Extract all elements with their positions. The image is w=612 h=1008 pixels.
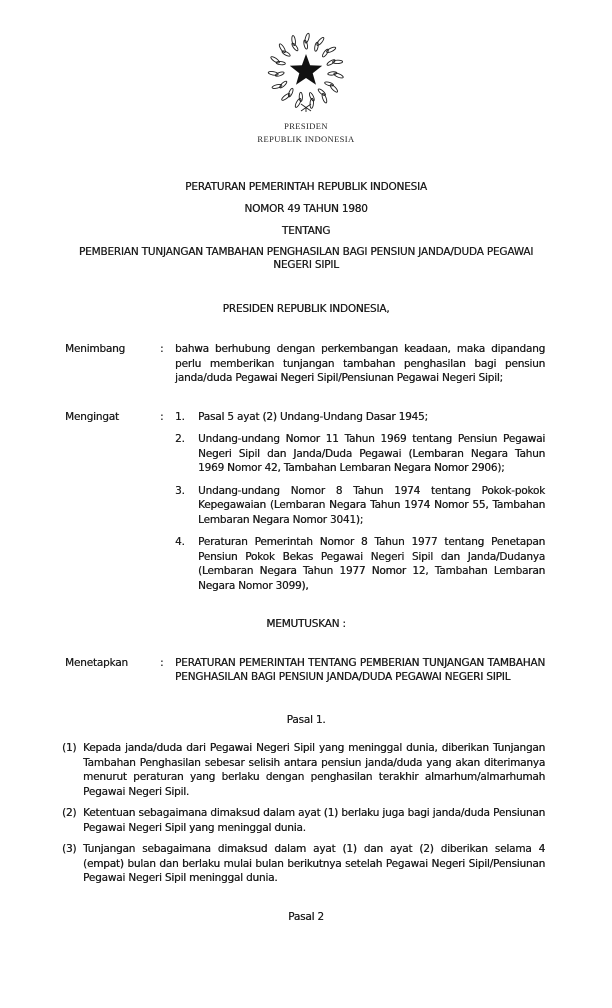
item-text: Undang-undang Nomor 8 Tahun 1974 tentang Pokok-pokok Kepegawaian (Lembaran Negara Tahun 1974 Nomor 55, Tambahan Lembaran Negara Nomor 3041); <box>198 484 545 526</box>
legal-basis-item <box>175 484 545 528</box>
item-text: Undang-undang Nomor 11 Tahun 1969 tentang Pensiun Pegawai Negeri Sipil dan Janda/Duda Pegawai (Lembaran Negara Tahun 1969 Nomor 42, Tambahan Lembaran Negara Nomor 2906); <box>198 433 545 474</box>
letterhead <box>0 0 612 144</box>
legal-basis-item <box>175 410 545 425</box>
item-number: 4. <box>175 536 185 548</box>
clause-number: (2) <box>62 807 77 819</box>
letterhead-presiden: PRESIDEN <box>284 120 328 131</box>
salutation: PRESIDEN REPUBLIK INDONESIA, <box>222 302 390 315</box>
item-text: Peraturan Pemerintah Nomor 8 Tahun 1977 tentang Penetapan Pensiun Pokok Bekas Pegawai Negeri Sipil dan Janda/Dudanya (Lembaran Negara Tahun 1977 Nomor 12, Tambahan Lembaran Negara Nomor 3099), <box>198 536 545 592</box>
clause-number: (3) <box>62 843 77 855</box>
title-block <box>0 180 612 273</box>
item-number: 2. <box>175 433 185 445</box>
menimbang-text: bahwa berhubung dengan perkembangan keadaan, maka dipandang perlu memberikan tunjangan tambahan penghasilan bagi pensiun janda/duda Pegawai Negeri Sipil/Pensiunan Pegawai Negeri Sipil; <box>175 343 545 384</box>
clause <box>62 842 545 886</box>
pasal-1-clauses <box>0 741 612 886</box>
legal-basis-item <box>175 432 545 476</box>
mengingat-colon: : <box>160 410 164 423</box>
clause <box>62 741 545 799</box>
mengingat-label: Mengingat <box>65 410 119 423</box>
pasal-2-heading: Pasal 2 <box>288 910 324 923</box>
item-text: Pasal 5 ayat (2) Undang-Undang Dasar 1945; <box>198 410 428 423</box>
clause-number: (1) <box>62 742 77 754</box>
pasal-1-heading: Pasal 1. <box>286 713 326 726</box>
menetapkan-text: PERATURAN PEMERINTAH TENTANG PEMBERIAN TUNJANGAN TAMBAHAN PENGHASILAN BAGI PENSIUN JANDA/DUDA PEGAWAI NEGERI SIPIL <box>175 656 545 683</box>
clause-text: Ketentuan sebagaimana dimaksud dalam ayat (1) berlaku juga bagi janda/duda Pensiunan Pegawai Negeri Sipil yang meninggal dunia. <box>83 807 545 834</box>
letterhead-republik-indonesia: REPUBLIK INDONESIA <box>257 133 355 144</box>
legal-basis-list <box>175 410 545 594</box>
tentang-label: TENTANG <box>281 224 331 237</box>
menetapkan-colon: : <box>160 656 164 669</box>
clause <box>62 806 545 835</box>
mengingat-section <box>65 410 545 594</box>
menimbang-section <box>65 342 545 386</box>
menimbang-colon: : <box>160 343 164 355</box>
legal-basis-item <box>175 535 545 593</box>
star-wreath-emblem-icon <box>266 31 346 113</box>
clause-text: Tunjangan sebagaimana dimaksud dalam ayat (1) dan ayat (2) diberikan selama 4 (empat) bulan dan berlaku mulai bulan berikutnya setelah Pegawai Negeri Sipil/Pensiunan Pegawai Negeri Sipil meninggal dunia. <box>83 843 545 884</box>
memutuskan-heading: MEMUTUSKAN : <box>266 618 346 630</box>
regulation-title: PERATURAN PEMERINTAH REPUBLIK INDONESIA <box>185 180 427 193</box>
menetapkan-label: Menetapkan <box>65 656 128 669</box>
regulation-number: NOMOR 49 TAHUN 1980 <box>244 202 368 215</box>
clause-text: Kepada janda/duda dari Pegawai Negeri Sipil yang meninggal dunia, diberikan Tunjangan Tambahan Penghasilan sebesar selisih antara pensiun janda/duda yang akan diterimanya menurut peraturan yang berlaku dengan penghasilan terakhir almarhum/almarhumah Pegawai Negeri Sipil. <box>83 742 545 798</box>
item-number: 1. <box>175 410 185 423</box>
menimbang-label: Menimbang <box>65 343 125 355</box>
regulation-subject: PEMBERIAN TUNJANGAN TAMBAHAN PENGHASILAN BAGI PENSIUN JANDA/DUDA PEGAWAI NEGERI SIPIL <box>78 245 534 271</box>
item-number: 3. <box>175 484 185 497</box>
menetapkan-section <box>65 656 545 685</box>
